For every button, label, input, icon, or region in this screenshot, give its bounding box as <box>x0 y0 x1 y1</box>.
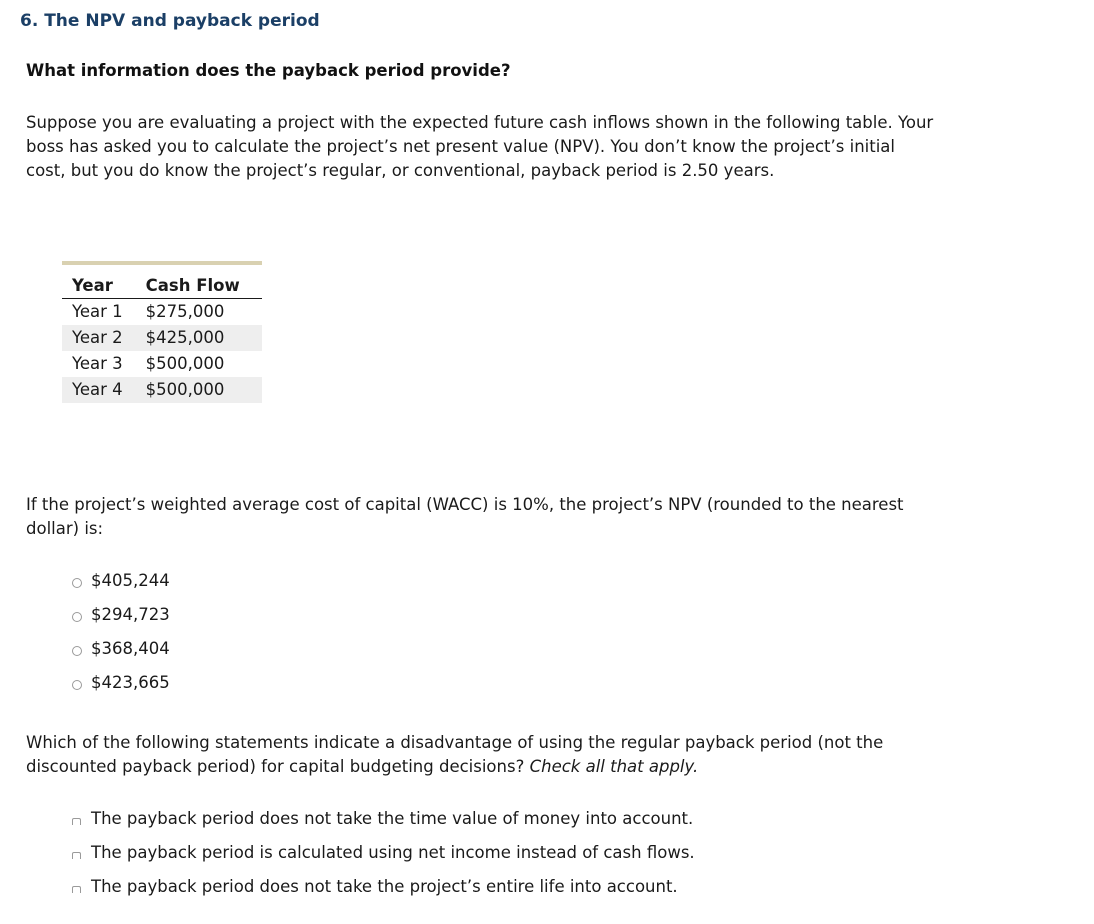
disadvantage-option-label[interactable]: The payback period does not take the project’s entire life into account. <box>91 876 678 896</box>
column-header-cash-flow: Cash Flow <box>136 263 262 299</box>
disadvantage-option-label[interactable]: The payback period does not take the time value of money into account. <box>91 808 694 828</box>
table-header-row <box>62 263 262 299</box>
table-row <box>62 299 262 326</box>
disadvantage-options <box>72 801 695 903</box>
cash-flow-cell: $425,000 <box>136 325 262 351</box>
radio-button[interactable] <box>72 646 82 656</box>
disadvantage-option-label[interactable]: The payback period is calculated using net income instead of cash flows. <box>91 842 695 862</box>
table-row <box>62 377 262 408</box>
npv-question: If the project’s weighted average cost of capital (WACC) is 10%, the project’s NPV (rounded to the nearest dollar) is: <box>26 495 904 538</box>
column-header-year: Year <box>62 263 136 299</box>
cash-flow-cell: $500,000 <box>136 377 262 408</box>
checkbox[interactable] <box>72 852 81 859</box>
npv-option-label[interactable]: $294,723 <box>91 604 170 624</box>
cash-flow-table <box>62 261 262 413</box>
question-heading: What information does the payback period provide? <box>26 61 511 80</box>
intro-paragraph: Suppose you are evaluating a project with the expected future cash inflows shown in the following table. Your boss has asked you to calculate the project’s net present value (NPV). You don’t know the project’s initial cost, but you do know the project’s regular, or conventional, payback period is 2.50 years. <box>26 113 934 180</box>
npv-option-label[interactable]: $423,665 <box>91 672 170 692</box>
section-title: 6. The NPV and payback period <box>20 11 320 31</box>
npv-options <box>72 563 170 699</box>
cash-flow-cell: $275,000 <box>145 302 225 321</box>
table-row <box>62 351 262 377</box>
year-cell: Year 1 <box>72 302 123 321</box>
disadvantage-option[interactable] <box>72 835 695 869</box>
radio-button[interactable] <box>72 612 82 622</box>
disadvantage-question-text: Which of the following statements indicate a disadvantage of using the regular payback period (not the discounted payback period) for capital budgeting decisions? <box>26 733 884 776</box>
year-cell: Year 3 <box>72 354 123 373</box>
npv-option[interactable] <box>72 665 170 699</box>
cash-flow-cell: $500,000 <box>145 354 225 373</box>
disadvantage-option[interactable] <box>72 801 695 835</box>
npv-option-label[interactable]: $368,404 <box>91 638 170 658</box>
radio-button[interactable] <box>72 578 82 588</box>
check-all-instruction: Check all that apply. <box>529 757 699 776</box>
disadvantage-question <box>26 731 936 779</box>
table-row <box>62 325 262 351</box>
checkbox[interactable] <box>72 818 81 825</box>
npv-option[interactable] <box>72 597 170 631</box>
npv-option-label[interactable]: $405,244 <box>91 570 170 590</box>
radio-button[interactable] <box>72 680 82 690</box>
checkbox[interactable] <box>72 886 81 893</box>
year-cell: Year 2 <box>62 325 136 351</box>
npv-option[interactable] <box>72 631 170 665</box>
disadvantage-option[interactable] <box>72 869 695 903</box>
npv-option[interactable] <box>72 563 170 597</box>
year-cell: Year 4 <box>62 377 136 408</box>
